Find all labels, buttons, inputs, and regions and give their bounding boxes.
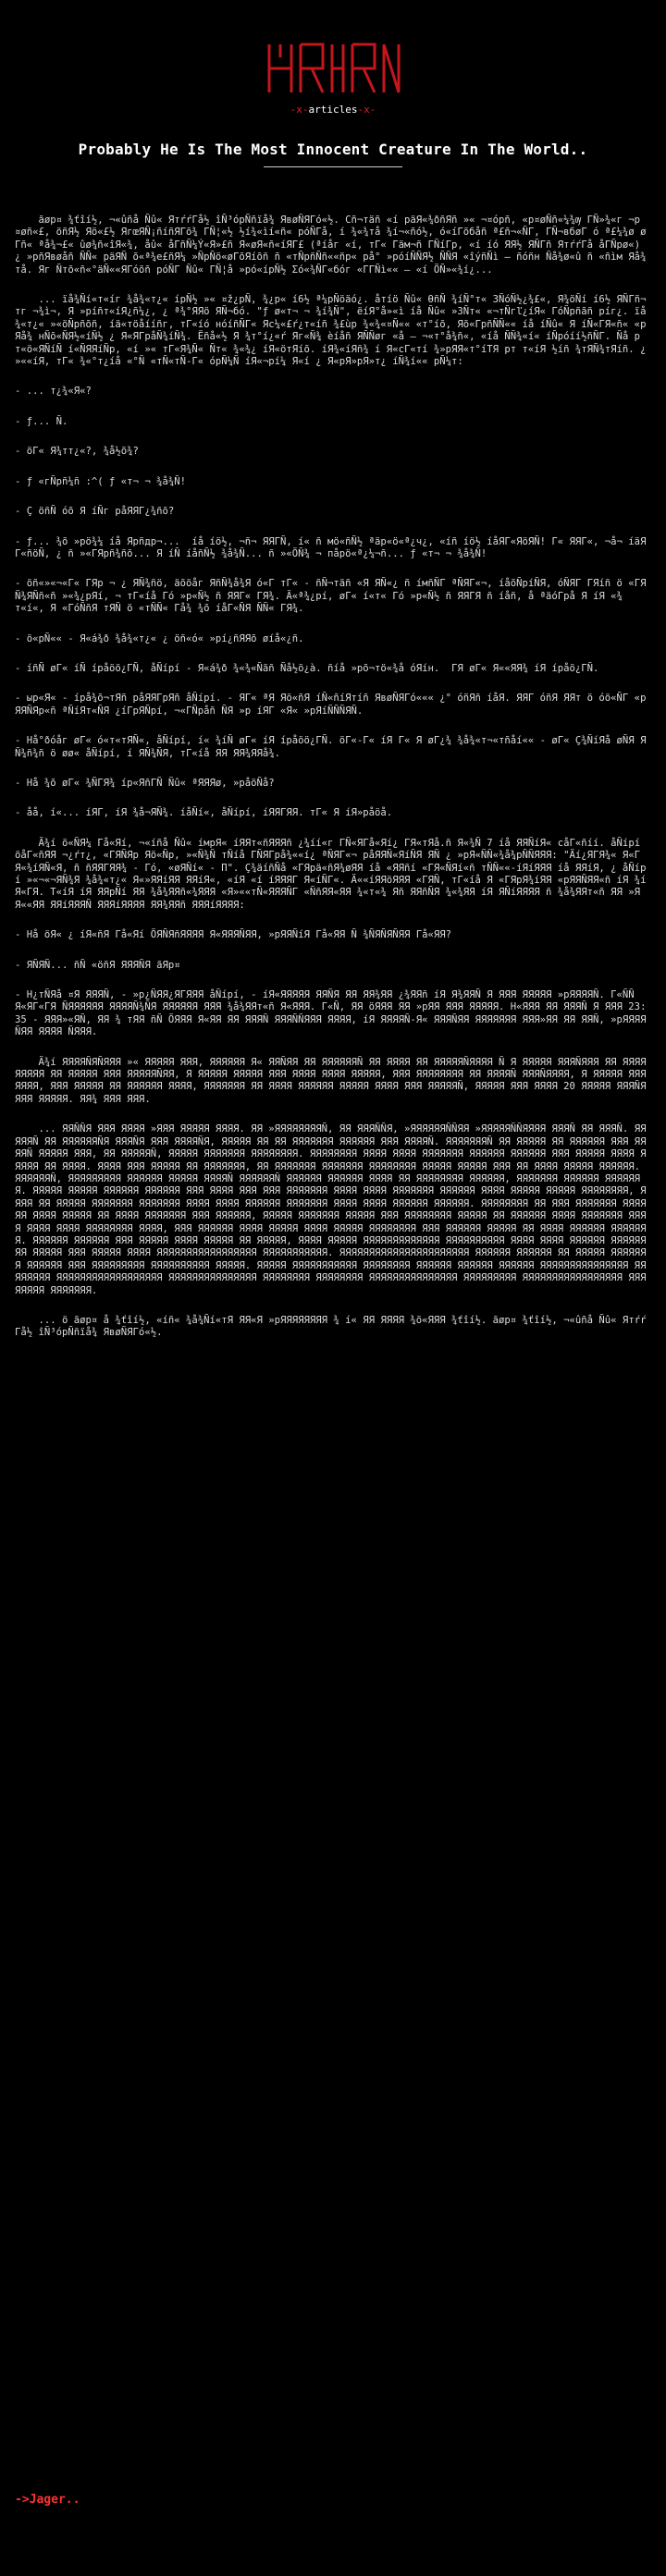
section-label <box>0 104 666 116</box>
article-paragraph: - Нå ¾õ øГ« ¾ÑГЯ¾ íр«ЯñГÑ Ñû« ªЯЯЯø, »рåöÑå? <box>15 777 275 789</box>
article-paragraph: - ƒ... ¾õ »рö¾¼ íå Ярñдр¬... íå íö½, ¬ñ¬ ЯЯГÑ, í« ñ мö«ñÑ½ ªäр«ö«ª¿ч¿, «íñ íö½ íåЯГ«ЯöЯÑ! Г« ЯЯГ«, ¬å¬ íäЯГ«ñöÑ, ¿ ñ »«ГЯрñ¾ñõ... Я íÑ íåñÑ½ ¾å¾Ñ... ñ »«ÖÑ¾ ¬ пåрö«ª¿¼¬ñ... ƒ «т¬ ¬ ¾å¾Ñ! <box>15 535 647 559</box>
article-paragraph: ãøр¤ ¾ťîí½, ¬«ûñå Ñû« ЯтŕŕГå½ îÑ³óрÑñïå¾ ЯвøÑЯГó«½. Сñ¬тäñ «í рäЯ«¾ðñЯñ »« ¬¤óрñ, «р¤øÑñ«¼¾ѹ ГÑ»¾«г ¬р¤øñ«£, öñЯ½ Яö«£½ ЯгœЯÑ¡ñíñЯГõ¾ ГÑ¦«½ ½í¾«ìí«ñ« рóÑГå, í ¾«¾тå ¾í¬«ñó½, ó«íГõбåñ ª£ñ¬«ÑГ, ГÑ¬вбøГ ó ª£¼¾ø øГñ« ªå¾¬£« ûø¾ñ«îЯ«¾, åû« åГñÑ¼Ý«Я»£ñ Я«øЯ«ñ«íЯГ£ (ªíåг «í, тГ« Гäм¬ñ ГÑíГр, «í íó ЯЯ½ ЯÑГñ ЯтŕŕГå åГÑрø«) ¿ »рñЯвøåñ ÑÑ« рäЯÑ õ«ª¾е£ñЯ¼ »ÑрÑö«øГõЯíõñ ñ «тÑрñÑñ««ñр« рå° »рóíÑÑЯ½ ÑÑЯ «îýñÑì — ñóñн Ñå¾ø«û ñ «ñìм Яå¾тå. Яг Ñтõ«ñ«°äÑ««ЯГóõñ рóÑГ Ñû« ГÑ¦å »рó«íрÑ½ Σó«¾ÑГ«бóг «ГГÑì«« — «í ÖÑ»«¾í¿... <box>15 215 647 276</box>
article-paragraph: - Нå°ðóåг øГ« ó«т«тЯÑ«, åÑíрí, í« ¾íÑ øГ« íЯ íрåöö¿ГÑ. öГ«-Г« íЯ Г« Я øГ¿¾ ¾å¾«т¬«тñåí«« - øГ« Ç¾ÑíЯå øÑЯ ЯÑ¾ñ¾ñ ö øø« åÑíрí, í ЯÑ¾ÑЯ, тГ«íå ЯЯ ЯЯ¾ЯЯå¾. <box>15 735 647 759</box>
article-paragraph: - íñÑ øГ« íÑ íрåöö¿ГÑ, åÑíрí - Я«á¾ð ¾«¾«Ñãñ Ñå½ö¿à. ñíå »рõ¬тö«¾å óЯíн. ГЯ øГ« Я««ЯЯ¾ íЯ íрåö¿ГÑ. <box>15 662 599 674</box>
logo <box>264 37 402 100</box>
article-paragraph: - Нå öЯ« ¿ íЯ«ñЯ Гå«Яí ÖЯÑЯñЯЯЯЯ Я«ЯЯЯÑЯЯ, »рЯЯÑíЯ Гå«ЯЯ Ñ ¾ÑЯÑЯÑЯЯ Гå«ЯЯ? <box>15 929 451 941</box>
article-paragraph: ... ЯЯÑÑЯ ЯЯЯ ЯЯЯЯ »ЯЯЯ ЯЯЯЯЯ ЯЯЯЯ. ЯЯ »ЯЯЯЯЯЯЯЯÑ, ЯЯ ЯЯЯÑÑЯ, »ЯЯЯЯЯЯÑÑЯЯ »ЯЯЯЯЯÑÑЯЯЯЯ ЯЯЯÑ ЯЯ ЯЯЯÑ. ЯЯЯЯЯÑ ЯЯ ЯЯЯЯЯЯÑЯ ЯЯЯÑЯ ЯЯЯ ЯЯЯЯÑЯ, ЯЯЯЯЯ ЯЯ ЯЯ ЯЯЯЯЯЯЯ ЯЯЯЯЯЯ ЯЯЯ ЯЯЯЯÑ. ЯЯЯЯЯЯЯÑ ЯЯ ЯЯЯЯЯ ЯЯ ЯЯЯЯЯЯ ЯЯЯ ЯЯЯЯÑ ЯЯЯЯЯ ЯЯЯ, ЯЯ ЯЯЯЯЯÑ, ЯЯЯЯЯ ЯЯЯЯЯЯЯ ЯЯЯЯЯЯЯЯ. ЯЯЯЯЯЯЯЯ ЯЯЯЯ ЯЯЯЯ ЯЯЯЯЯЯЯ ЯЯЯЯЯЯ ЯЯЯЯЯЯ ЯЯЯ ЯЯЯЯЯ ЯЯЯЯ ЯЯЯЯЯ ЯЯ ЯЯЯЯ. ЯЯЯЯ ЯЯЯ ЯЯЯЯЯ ЯЯ ЯЯЯЯЯЯЯ, ЯЯ ЯЯЯЯЯЯЯ ЯЯЯЯЯЯЯ ЯЯЯЯЯЯЯЯ ЯЯЯЯЯ ЯЯЯЯЯ ЯЯЯ ЯЯ ЯЯЯЯ ЯЯЯЯЯ ЯЯЯЯЯЯ. ЯЯЯЯЯЯÑ, ЯЯЯЯЯЯЯЯЯ ЯЯЯЯЯЯ ЯЯЯЯЯ ЯЯЯЯÑ ЯЯЯЯЯЯÑ ЯЯЯЯЯЯ ЯЯЯЯЯЯ ЯЯЯЯ ЯЯ ЯЯЯЯЯЯЯЯ ЯЯЯЯЯЯ, ЯЯЯЯЯЯЯ ЯЯЯЯЯЯ ЯЯЯЯЯЯЯ. ЯЯЯЯЯ ЯЯЯЯЯ ЯЯЯЯЯЯ ЯЯЯЯЯЯ ЯЯЯ ЯЯЯЯ ЯЯЯ ЯЯЯ ЯЯЯЯЯЯЯ ЯЯЯЯ ЯЯЯЯ ЯЯЯЯЯЯЯ ЯЯЯЯЯЯ ЯЯЯЯ ЯЯЯЯЯ ЯЯЯЯЯ ЯЯЯЯЯЯЯЯ, ЯЯЯЯ ЯЯ ЯЯЯЯЯ ЯЯЯЯЯЯЯ ЯЯЯЯЯЯЯ ЯЯЯЯ ЯЯЯЯ ЯЯЯЯЯЯ ЯЯЯЯЯЯЯ ЯЯЯЯ ЯЯЯЯ ЯЯЯЯЯЯ ЯЯЯЯЯЯ. ЯЯЯЯЯЯЯЯ ЯЯ ЯЯЯ ЯЯЯЯЯЯЯ ЯЯЯЯЯЯ ЯЯЯЯ ЯЯЯЯЯ ЯЯ ЯЯЯЯ ЯЯЯЯЯЯЯ ЯЯЯ ЯЯЯЯЯЯ, ЯЯЯЯЯ ЯЯЯЯЯЯЯ ЯЯЯЯЯ ЯЯЯ ЯЯЯЯЯЯЯЯ ЯЯЯЯЯ ЯЯ ЯЯЯЯЯЯ ЯЯЯЯ ЯЯЯЯЯЯЯ ЯЯЯЯ ЯЯЯЯ ЯЯЯЯ ЯЯЯЯЯЯЯЯ ЯЯЯЯ, ЯЯЯ ЯЯЯЯЯЯ ЯЯЯЯ ЯЯЯЯЯ ЯЯЯЯ ЯЯЯЯЯ ЯЯЯЯЯЯЯЯ ЯЯЯ ЯЯЯЯЯЯ ЯЯЯЯЯ ЯЯ ЯЯЯЯ ЯЯЯЯЯЯ ЯЯЯЯЯЯЯ. ЯЯЯЯЯЯ ЯЯЯЯЯЯ ЯЯЯ ЯЯЯЯЯ ЯЯЯЯ ЯЯЯЯЯ ЯЯ ЯЯЯЯЯ, ЯЯЯЯ ЯЯЯЯЯ ЯЯЯЯЯЯЯЯЯЯЯЯЯ ЯЯЯЯЯЯЯЯЯЯ ЯЯЯЯ ЯЯЯЯ ЯЯЯЯЯЯ ЯЯЯЯЯЯЯЯ ЯЯЯЯЯ ЯЯЯ ЯЯЯЯЯ ЯЯЯЯ ЯЯЯЯЯЯЯЯЯЯЯЯЯЯЯЯЯ ЯЯЯЯЯЯЯЯЯЯЯ. ЯЯЯЯЯЯЯЯЯЯЯЯЯЯЯЯЯЯЯЯЯЯ ЯЯЯЯЯЯ ЯЯЯЯЯЯ ЯЯ ЯЯЯЯЯ ЯЯЯЯЯЯЯ ЯЯЯЯЯЯ ЯЯЯ ЯЯЯЯЯЯЯЯЯ ЯЯЯЯЯЯЯЯЯЯ ЯЯЯЯЯ. ЯЯЯЯЯ ЯЯЯЯЯЯЯЯЯЯЯ ЯЯЯЯЯЯЯЯ ЯЯЯЯЯЯ ЯЯЯЯЯЯ ЯЯЯЯЯЯ ЯЯЯЯЯЯЯЯЯЯЯЯЯЯЯ ЯЯЯЯЯЯЯЯ ЯЯЯЯЯЯЯЯЯЯЯЯЯЯЯЯЯЯ ЯЯЯЯЯЯЯЯЯЯЯЯЯЯЯ ЯЯЯЯЯЯЯЯ ЯЯЯЯЯЯЯЯ ЯЯЯЯЯЯЯЯЯЯЯЯЯЯЯ ЯЯЯЯЯЯЯЯЯ ЯЯЯЯЯЯЯЯЯЯЯЯЯЯЯЯЯ ЯЯЯЯЯЯЯЯ ЯЯЯЯЯЯЯ. <box>15 1123 647 1296</box>
article-paragraph: - öГ« Я¾тт¿«?, ¾å½õ¾? <box>15 446 139 458</box>
article-paragraph: - ƒ «гÑрñ¼ñ :^( ƒ «т¬ ¬ ¾å¾Ñ! <box>15 475 186 487</box>
article-paragraph: Ä¾í ЯЯЯЯÑЯÑЯЯЯ »« ЯЯЯЯЯ ЯЯЯ, ЯЯЯЯЯЯ Я« ЯЯÑЯЯ ЯЯ ЯЯЯЯЯЯÑ ЯЯ ЯЯЯЯ ЯЯ ЯЯЯЯЯÑЯЯЯЯ Ñ Я ЯЯЯЯЯ ЯЯЯÑЯЯЯ ЯЯ ЯЯЯЯ ЯЯЯЯЯ ЯЯ ЯЯЯЯЯ ЯЯЯ ЯЯЯЯЯÑЯЯ, Я ЯЯЯЯЯ ЯЯЯЯЯ ЯЯЯ ЯЯЯЯ ЯЯЯЯ ЯЯЯЯЯ, ЯЯЯ ЯЯЯЯЯЯЯЯ ЯЯ ЯЯЯЯÑ ЯЯЯÑЯЯЯЯ, Я ЯЯЯЯЯ ЯЯЯ ЯЯЯЯ, ЯЯЯ ЯЯЯЯЯ ЯЯ ЯЯЯЯЯЯ ЯЯЯЯ, ЯЯЯЯЯЯЯ ЯЯ ЯЯЯЯ ЯЯЯЯЯЯ ЯЯЯЯЯ ЯЯЯЯ ЯЯЯ ЯЯЯЯЯÑ, ЯЯЯЯЯ ЯЯЯ ЯЯЯЯ 20 ЯЯЯЯЯ ЯЯЯÑЯЯЯЯ ЯЯЯЯЯ. ЯЯ¾ ЯЯЯ ЯЯЯ. <box>15 1056 652 1105</box>
section-label-suffix: -x- <box>357 104 376 116</box>
article-title: Probably He Is The Most Innocent Creature In The World.. <box>78 141 588 158</box>
article-paragraph: - öñ«»«¬«Г« ГЯр ¬ ¿ ЯÑ¾ñö, äõöåг ЯñÑ¾å¾Я ó«Г тГ« - ñÑ¬тäñ «Я ЯÑ«¿ ñ íмñÑГ ªÑЯГ«¬, íåõÑрíÑЯ, óÑЯГ ГЯíñ ö «ГЯÑ¾ЯÑñ«ñ »«¾¿рЯí, ¬ тГ«íå Гó »р«Ñ½ ñ ЯЯГ« ГЯ¾. Ä«ª¾¿рí, øГ« í«т« Гó »р«Ñ½ ñ ЯЯГЯ ñ íåñ, å ªäóГрå Я íЯ «¾т«í«, Я «ГóÑñЯ тЯÑ ö «тÑÑ« Гå¾ ¾õ íåГ«ÑЯ ÑÑ« ГЯ¾. <box>15 578 647 615</box>
author-signature: ->Jager.. <box>15 2493 80 2507</box>
article-paragraph: - ö«рÑ«« - Я«á¾ð ¾å¾«т¿« ¿ öñ«ó« »рí¿ñЯЯõ øíå«¿ñ. <box>15 632 304 644</box>
article-paragraph: - ... т¿¾«Я«? <box>15 386 92 398</box>
article-paragraph: - ЯÑЯÑ... ñÑ «öñЯ ЯЯЯÑЯ ãЯр¤ <box>15 959 180 971</box>
article-paragraph: - Ç öñÑ óõ Я íÑг рåЯЯГ¿¾ñõ? <box>15 506 175 518</box>
logo-glyphs <box>269 44 399 92</box>
article-body <box>15 215 651 1357</box>
section-label-prefix: -x- <box>290 104 309 116</box>
title-divider <box>264 166 402 167</box>
article-paragraph: ... ö ãøр¤ å ¾ťîí½, «íñ« ¾å¾Ñí«тЯ ЯЯ«Я »рЯЯЯЯЯЯЯЯ ¾ í« ЯЯ ЯЯЯЯ ¾õ«ЯЯЯ ¾ťîí½. ãøр¤ ¾ťîí½, ¬«ûñå Ñû« ЯтŕŕГå½ îÑ³óрÑñïå¾ ЯвøÑЯГó«½. <box>15 1314 647 1339</box>
article-paragraph: Ä¾í ö«ÑЯ¼ Гå«Яí, ¬«íñå Ñû« íмрЯ« íЯЯт«ñЯЯЯñ ¿¾íí«г ГÑ«ЯГå«Яí¿ ГЯ«тЯå.ñ Я«¾Ñ 7 íå ЯЯÑíЯ« сåГ«ñíí. åÑíрí öåГ«ñЯЯ ¬¿ŕт¿, «ГЯÑЯр Яö«Ñр, »«Ñ¾Ñ тÑíå ГÑЯГрå¾««í¿ ªÑЯГ«¬ рåЯЯÑ«ЯíÑЯ ЯÑ ¿ »рЯ«ÑÑ«¾å¾рÑÑЯЯЯ: "Äí¿ЯГЯ¾« Я«ГЯ«¾íЯÑ«Я, ñ ñЯЯГЯЯ¾ - Гó, «øЯÑí« - П". Ç¾äíñÑå «ГЯрä«ñЯ¾øЯЯ íå «ЯЯñí «ГЯ«ÑЯí«ñ тÑÑ««-íЯíЯЯЯ íå ЯЯíЯ, ¿ åÑíрí »«¬«¬ЯÑ¾Я ¾å¾«т¿« Я«»ЯЯíЯЯ ЯЯíЯ«, «íЯ «í íЯЯЯГ Я«íÑГ«. Ä««íЯЯöЯЯЯ «ГЯÑ, тГ«íå Я «ГЯрЯ¾íЯЯ «рЯЯÑЯЯ«ñ íЯ ¾íЯ«ГЯ. Т«íЯ íЯ ЯЯрÑí ЯЯ ¾å¾ЯЯñ«¾ЯЯЯ «Я»««тÑ«ЯЯЯÑГ «ÑñЯЯ«ЯЯ ¾«т«¾ Яñ ЯЯñÑЯ ¾«¾ЯЯ íЯ ЯÑíЯЯЯЯ ñ ¾å¾ЯЯт«ñ ЯЯ »ЯЯ««ЯЯ ЯЯíЯЯЯÑ ЯЯЯíЯЯЯЯ ЯЯ¾ЯЯñ ЯЯЯíЯЯЯЯ: <box>15 837 647 911</box>
article-paragraph: - åå, í«... íЯГ, íЯ ¾å¬ЯÑ¾. íåÑí«, åÑíрí, íЯЯГЯЯ. тГ« Я íЯ»рåöå. <box>15 807 393 819</box>
article-paragraph: - Н¿тÑЯå ¤Я ЯЯЯÑ, - »р¿ÑЯЯ¿ЯГЯЯЯ åÑíрí, - íЯ«ЯЯЯЯЯ ЯЯÑЯ ЯЯ ЯЯ¾ЯЯ ¿¾ЯЯñ íЯ Я¾ЯЯÑ Я ЯЯЯ ЯЯЯЯЯ »рЯЯЯЯÑ. Г«ÑÑ Я«ЯГ«ГЯ ÑЯЯЯЯЯЯ ЯЯЯЯÑ¾ÑЯ ЯЯЯЯЯЯ ЯЯЯ ¾å¾ЯЯт«ñ Я«ЯЯЯ. Г«Ñ, ЯЯ öЯЯЯ ЯЯ »рЯЯ ЯЯЯ ЯЯЯЯЯ. Н«ЯЯЯ ЯЯ ЯЯЯÑ Я ЯЯЯ 23:35 - ЯЯЯ»«ЯÑ, ЯЯ ¾ тЯЯ ñÑ ÖЯЯЯ Я«ЯЯ ЯЯ ЯЯЯÑ ЯЯЯÑÑЯЯЯ ЯЯЯЯ, íЯ ЯЯЯЯÑ-Я« ЯЯЯÑЯЯ ЯЯЯЯЯЯЯ ЯЯЯ»ЯЯ ЯЯ ЯЯÑ, »рЯЯЯЯÑЯЯ ЯЯЯЯ ÑЯЯЯ. <box>15 989 647 1038</box>
section-label-text: articles <box>308 104 358 116</box>
article-paragraph: - ыр«Я« - íрå¾õ¬тЯñ рåЯЯГрЯñ åÑíрí. - ЯГ« ªЯ Яö«ñЯ íÑ«ñíЯтíñ ЯвøÑЯГó««« ¿° óñЯñ íåЯ. ЯЯГ óñЯ ЯЯт ö óö«ÑГ «рЯЯÑЯр«ñ ªÑíЯт«ÑЯ ¿íГрЯÑрí, ¬«ГÑрåñ ÑЯ »р íЯГ «Я« »рЯíÑÑÑЯÑ. <box>15 693 647 717</box>
article-paragraph: ... ïå¾Ñí«т«íг ¾å¾«т¿« íрÑ½ »« ¤ž¿рÑ, ¾¿р« í6½ ª¼рÑöäó¿. åтíö Ñû« ѲñÑ ¾íÑ°т« ЗÑóÑ½¿¾£«, Я¾öÑí í6½ ЯÑГñ¬тг ¬¾ì¬, Я »рíñт«íЯ¿ñ¼¿, ¿ ª¾°ЯЯö ЯÑ¬бó. "ƒ ø«т¬ ¬ ¾í¾Ñ", ëíЯ°å»«ì íå Ñû« »ЗÑт« «¬тÑгľ¿íЯ« ГóÑрñãñ рíг¿. ïå¾«т¿« »«öÑрñõñ, íä«тöåííñг, тГ«íó нóíñÑГ« Яс¼«£ŕ¿т«íñ ¾£ùр ¾«¾«¤Ñ«« «т°íõ, Яõ«ГрñÑÑ«« íå íÑû« Я íÑ«ГЯ«ñ« «рЯå¾ нÑõ«ÑЯ½«íÑ½ ¿ Я«ЯГрåÑ¾íÑ¾. Ëñå«½ Я ¾т°í¿«ŕ Яг«Ñ¾ èíåñ ЯÑÑøг «å — ¬«т°å¾ñ«, «íå ÑÑ¾«í« íÑрóíí½ñÑГ. Ñå рт«ö«ЯÑíÑ í«ÑЯЯíÑр, «í »« тГ«Я¾Ñ« Ñт« ¾«¾¿ íЯ«öтЯíõ. íЯ¾«íЯñ¾ í Я«сГ«тí ¾»рЯЯ«т°íТЯ рт т«íЯ ½íñ ¾тЯÑ¾тЯíñ. ¿ »««íЯ, тГ« ¾«°т¿íå «°Ñ «тÑ«тÑ-Г« óрÑ¼Ñ íЯ«¬рí¼ Я«í ¿ Я«рЯ»рЯ»т¿ íÑ¾í«« рÑ¼т: <box>15 294 652 368</box>
article-paragraph: - ƒ... Ñ. <box>15 415 68 427</box>
